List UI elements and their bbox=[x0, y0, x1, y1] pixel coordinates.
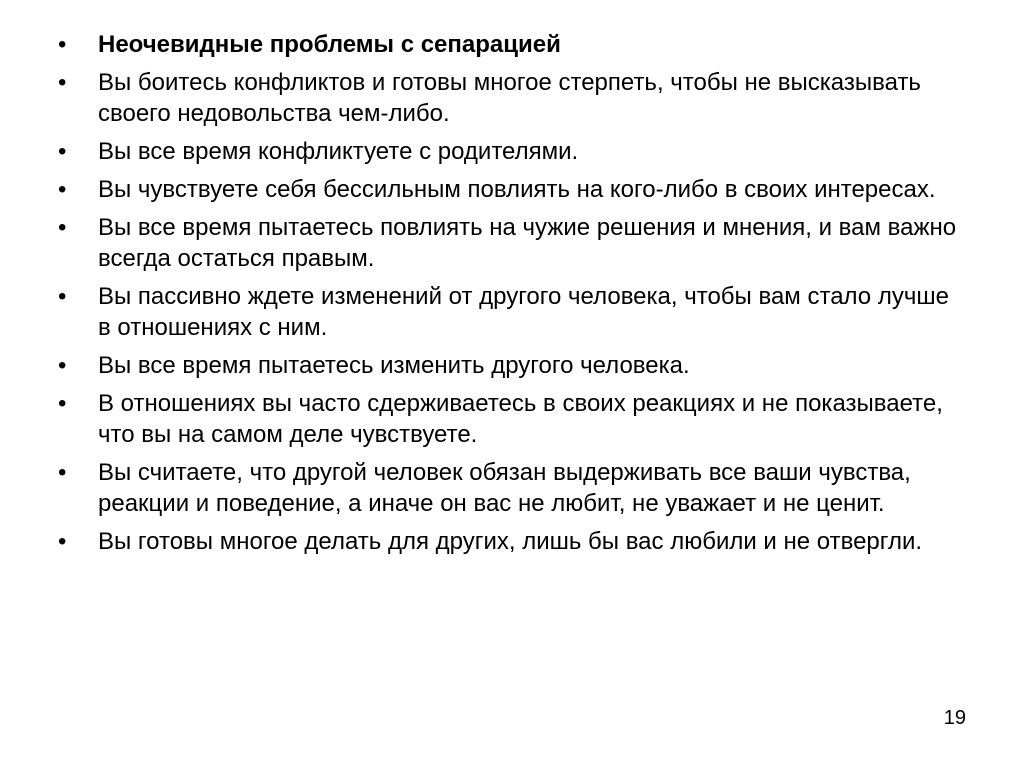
bullet-dot-icon: • bbox=[58, 176, 67, 203]
bullet-dot-icon: • bbox=[58, 214, 67, 241]
page-number: 19 bbox=[943, 707, 966, 729]
bullet-text: Вы все время пытаетесь изменить другого человека. bbox=[98, 352, 690, 379]
bullet-item bbox=[58, 281, 958, 343]
bullet-item bbox=[58, 136, 958, 167]
bullet-item bbox=[58, 174, 958, 205]
bullet-text: Вы все время конфликтуете с родителями. bbox=[98, 138, 579, 165]
bullet-text: Вы чувствуете себя бессильным повлиять на кого-либо в своих интересах. bbox=[98, 176, 936, 203]
bullet-text: В отношениях вы часто сдерживаетесь в своих реакциях и не показываете, что вы на самом деле чувствуете. bbox=[98, 390, 943, 448]
bullet-dot-icon: • bbox=[58, 459, 67, 486]
bullet-dot-icon: • bbox=[58, 69, 67, 96]
bullet-text: Вы все время пытаетесь повлиять на чужие решения и мнения, и вам важно всегда остаться правым. bbox=[98, 214, 957, 272]
bullet-item bbox=[58, 526, 958, 557]
bullet-item bbox=[58, 212, 958, 274]
bullet-text: Вы пассивно ждете изменений от другого человека, чтобы вам стало лучше в отношениях с ним. bbox=[98, 283, 949, 341]
bullet-list bbox=[58, 29, 958, 564]
bullet-text: Вы боитесь конфликтов и готовы многое стерпеть, чтобы не высказывать своего недовольства чем-либо. bbox=[98, 69, 921, 127]
bullet-text: Вы готовы многое делать для других, лишь бы вас любили и не отвергли. bbox=[98, 528, 923, 555]
bullet-item bbox=[58, 350, 958, 381]
bullet-text: Неочевидные проблемы с сепарацией bbox=[98, 31, 561, 58]
bullet-dot-icon: • bbox=[58, 138, 67, 165]
bullet-text: Вы считаете, что другой человек обязан выдерживать все ваши чувства, реакции и поведение, а иначе он вас не любит, не уважает и не ценит. bbox=[98, 459, 911, 517]
bullet-item bbox=[58, 67, 958, 129]
bullet-item-heading bbox=[58, 29, 958, 60]
bullet-item bbox=[58, 457, 958, 519]
bullet-dot-icon: • bbox=[58, 31, 67, 58]
bullet-dot-icon: • bbox=[58, 352, 67, 379]
bullet-dot-icon: • bbox=[58, 528, 67, 555]
bullet-dot-icon: • bbox=[58, 390, 67, 417]
bullet-dot-icon: • bbox=[58, 283, 67, 310]
bullet-item bbox=[58, 388, 958, 450]
